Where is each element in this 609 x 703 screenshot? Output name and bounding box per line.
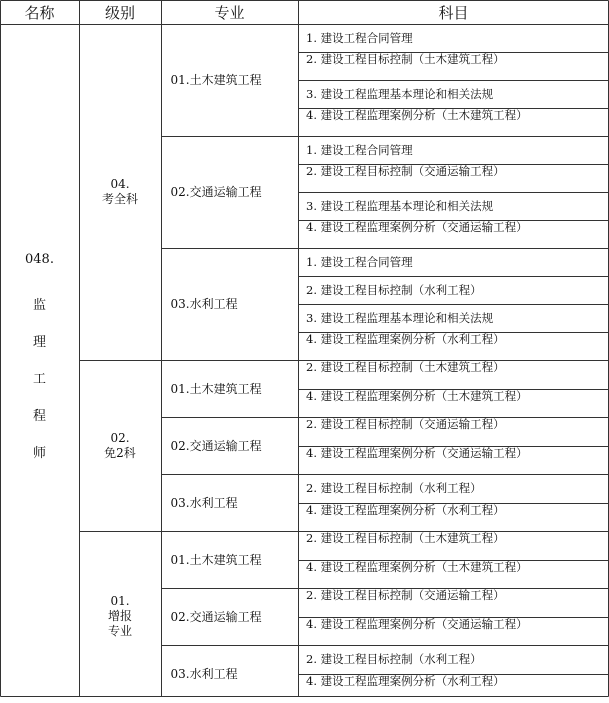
- subject-cell: 4. 建设工程监理案例分析（土木建筑工程）: [306, 108, 528, 122]
- major-name: 02.交通运输工程: [170, 438, 262, 453]
- subject-cell: 4. 建设工程监理案例分析（交通运输工程）: [306, 617, 528, 631]
- subject-cell: 4. 建设工程监理案例分析（水利工程）: [306, 503, 505, 517]
- level-code: 04.: [110, 177, 130, 191]
- level-label: 考全科: [101, 192, 138, 206]
- level-label: 免2科: [104, 445, 136, 460]
- level-code: 02.: [110, 430, 130, 445]
- major-name: 01.土木建筑工程: [170, 552, 262, 567]
- subject-cell: 2. 建设工程目标控制（交通运输工程）: [306, 417, 505, 431]
- subject-cell: 2. 建设工程目标控制（土木建筑工程）: [306, 531, 505, 545]
- subject-cell: 2. 建设工程目标控制（交通运输工程）: [306, 588, 505, 602]
- subject-cell: 4. 建设工程监理案例分析（水利工程）: [306, 674, 505, 688]
- subject-cell: 3. 建设工程监理基本理论和相关法规: [306, 310, 494, 325]
- certificate-char: 工: [32, 371, 46, 387]
- major-name: 02.交通运输工程: [170, 609, 262, 624]
- subject-cell: 1. 建设工程合同管理: [306, 142, 413, 157]
- header-subject: 科目: [438, 3, 469, 22]
- header-major: 专业: [214, 3, 245, 22]
- subject-cell: 2. 建设工程目标控制（交通运输工程）: [306, 164, 505, 178]
- subject-cell: 4. 建设工程监理案例分析（水利工程）: [306, 332, 505, 346]
- major-name: 03.水利工程: [170, 666, 238, 681]
- major-name: 01.土木建筑工程: [170, 381, 262, 396]
- header-level: 级别: [104, 3, 135, 22]
- subject-cell: 4. 建设工程监理案例分析（土木建筑工程）: [306, 560, 528, 574]
- certificate-char: 监: [32, 297, 46, 313]
- subject-cell: 2. 建设工程目标控制（水利工程）: [306, 282, 482, 297]
- subject-cell: 2. 建设工程目标控制（水利工程）: [306, 481, 482, 495]
- subject-cell: 1. 建设工程合同管理: [306, 30, 413, 45]
- major-name: 03.水利工程: [170, 495, 238, 510]
- major-name: 01.土木建筑工程: [170, 73, 262, 87]
- subject-cell: 4. 建设工程监理案例分析（土木建筑工程）: [306, 389, 528, 403]
- subject-cell: 4. 建设工程监理案例分析（交通运输工程）: [306, 220, 528, 234]
- certificate-code: 048.: [25, 251, 54, 267]
- subject-cell: 3. 建设工程监理基本理论和相关法规: [306, 86, 494, 101]
- major-name: 03.水利工程: [170, 297, 238, 311]
- subject-cell: 1. 建设工程合同管理: [306, 254, 413, 269]
- subject-cell: 4. 建设工程监理案例分析（交通运输工程）: [306, 446, 528, 460]
- subject-cell: 2. 建设工程目标控制（水利工程）: [306, 652, 482, 666]
- certificate-char: 程: [32, 408, 46, 424]
- certificate-char: 师: [32, 445, 46, 461]
- certificate-char: 理: [32, 334, 46, 350]
- subject-cell: 2. 建设工程目标控制（土木建筑工程）: [306, 360, 505, 374]
- header-name: 名称: [24, 3, 55, 22]
- subject-cell: 2. 建设工程目标控制（土木建筑工程）: [306, 52, 505, 66]
- level-code: 01.: [110, 594, 130, 608]
- level-label: 增报专业: [107, 609, 132, 638]
- major-name: 02.交通运输工程: [170, 185, 262, 199]
- subject-cell: 3. 建设工程监理基本理论和相关法规: [306, 198, 494, 213]
